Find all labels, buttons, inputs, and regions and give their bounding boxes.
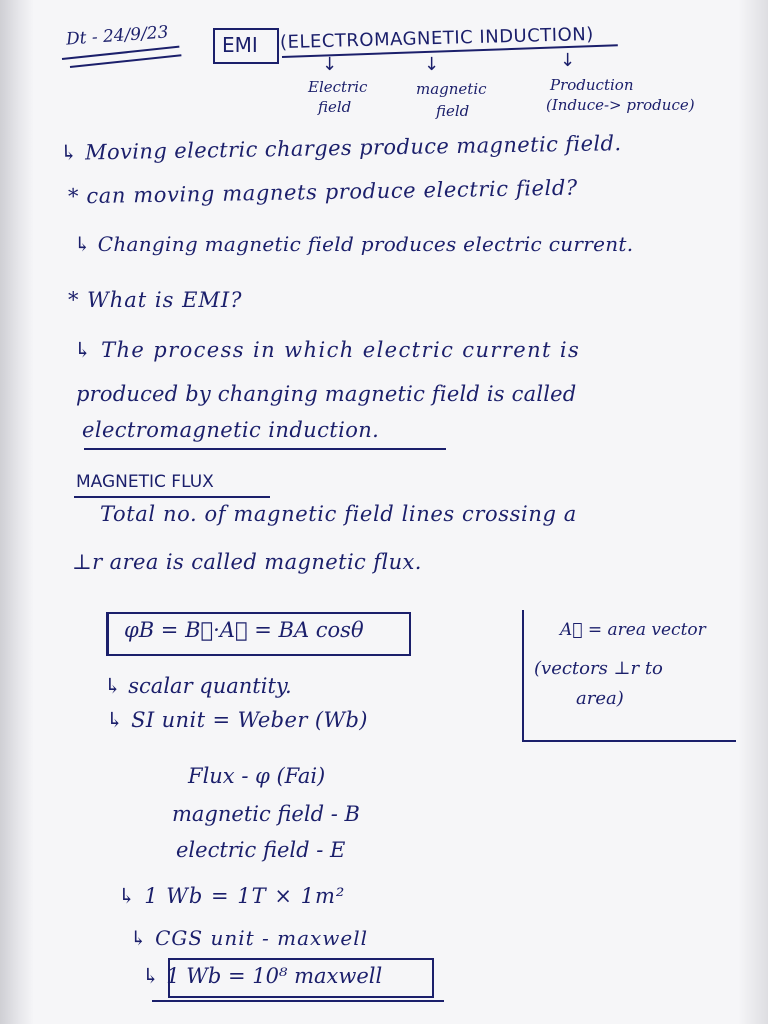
cgs-unit-note: ↳ CGS unit - maxwell <box>130 926 369 950</box>
arrow-down-icon: ↓ <box>560 50 576 71</box>
symbol-magnetic-field: magnetic field - B <box>172 802 360 826</box>
page-edge-shadow <box>738 0 768 1024</box>
flux-heading: MAGNETIC FLUX <box>76 472 214 492</box>
branch-electric-2: field <box>318 98 352 116</box>
bottom-underline <box>152 1000 444 1002</box>
arrow-down-icon: ↓ <box>322 54 338 75</box>
branch-magnetic: magnetic <box>416 80 487 98</box>
si-unit-note: ↳ SI unit = Weber (Wb) <box>106 708 368 732</box>
area-vector-note-1: A⃗ = area vector <box>560 620 706 640</box>
maxwell-conversion: ↳ 1 Wb = 10⁸ maxwell <box>142 964 383 988</box>
flux-definition-1: Total no. of magnetic field lines crossing a <box>100 502 577 526</box>
area-vector-note-2: (vectors ⊥r to <box>534 658 663 679</box>
flux-heading-underline <box>74 496 270 498</box>
branch-electric: Electric <box>308 78 368 96</box>
branch-production: Production <box>550 76 634 94</box>
note-line: electromagnetic induction. <box>82 418 380 442</box>
notebook-binding <box>0 0 34 1024</box>
note-line: ↳ Moving electric charges produce magnetic field. <box>59 131 622 165</box>
emi-full-title: (ELECTROMAGNETIC INDUCTION) <box>279 23 594 54</box>
note-line: * can moving magnets produce electric field? <box>67 175 578 209</box>
emi-title: EMI <box>222 33 258 57</box>
conversion-tesla: ↳ 1 Wb = 1T × 1m² <box>118 884 346 908</box>
symbol-flux: Flux - φ (Fai) <box>188 764 326 788</box>
branch-production-2: (Induce-> produce) <box>546 96 695 114</box>
branch-magnetic-2: field <box>436 102 470 120</box>
note-line: produced by changing magnetic field is called <box>76 382 577 406</box>
date-label: Dt - 24/9/23 <box>65 22 170 50</box>
symbol-electric-field: electric field - E <box>176 838 346 862</box>
note-line: * What is EMI? <box>68 288 243 312</box>
scalar-quantity-note: ↳ scalar quantity. <box>104 674 292 698</box>
note-line: ↳ The process in which electric current is <box>74 338 581 362</box>
note-line: ↳ Changing magnetic field produces electric current. <box>74 232 634 256</box>
area-vector-note-3: area) <box>576 688 624 709</box>
flux-definition-2: ⊥r area is called magnetic flux. <box>72 550 422 574</box>
arrow-down-icon: ↓ <box>424 54 440 75</box>
emi-definition-underline <box>84 448 446 450</box>
flux-formula: φB = B⃗·A⃗ = BA cosθ <box>124 618 364 642</box>
